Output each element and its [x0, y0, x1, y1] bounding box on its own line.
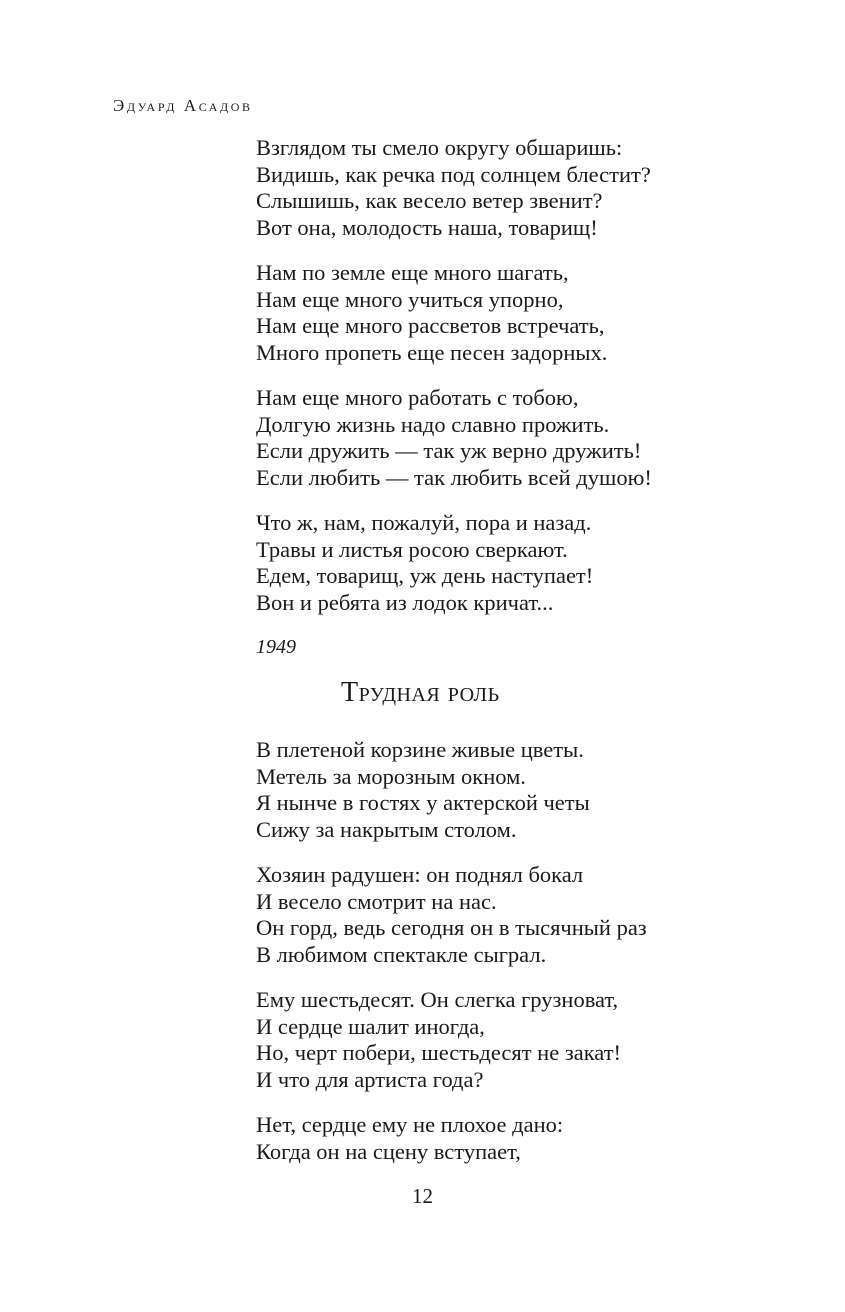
poem-line: Много пропеть еще песен задорных.	[256, 339, 608, 365]
stanza	[256, 1112, 816, 1165]
poem-line: И сердце шалит иногда,	[256, 1013, 485, 1039]
poem-line: И весело смотрит на нас.	[256, 888, 497, 914]
poem-line: Если любить — так любить всей душою!	[256, 464, 652, 490]
poem-line: Хозяин радушен: он поднял бокал	[256, 862, 584, 887]
poem-line: Слышишь, как весело ветер звенит?	[256, 188, 603, 213]
poem-line: Вон и ребята из лодок кричат...	[256, 589, 554, 615]
poem-year: 1949	[256, 636, 296, 658]
poem-title: Трудная роль	[341, 677, 500, 708]
poem-line: Взглядом ты смело округу обшаришь:	[256, 135, 623, 160]
poem-line: Нет, сердце ему не плохое дано:	[256, 1112, 564, 1137]
running-head-author: Эдуард Асадов	[113, 96, 253, 115]
poem-line: В любимом спектакле сыграл.	[256, 941, 547, 967]
stanza	[256, 987, 816, 1093]
poem-line: В плетеной корзине живые цветы.	[256, 737, 584, 762]
poem-line: Травы и листья росою сверкают.	[256, 536, 568, 562]
text-block	[256, 135, 816, 1184]
poem-line: Едем, товарищ, уж день наступает!	[256, 563, 594, 588]
poem-line: Он горд, ведь сегодня он в тысячный раз	[256, 915, 647, 940]
poem-line: Но, черт побери, шестьдесят не закат!	[256, 1040, 622, 1065]
stanza	[256, 260, 816, 366]
poem-line: Метель за морозным окном.	[256, 763, 526, 789]
page-number: 12	[412, 1184, 433, 1208]
poem-line: Нам по земле еще много шагать,	[256, 260, 569, 285]
poem-line: Что ж, нам, пожалуй, пора и назад.	[256, 510, 592, 535]
poem-line: Видишь, как речка под солнцем блестит?	[256, 161, 651, 187]
poem-line: Когда он на сцену вступает,	[256, 1138, 521, 1164]
poem-line: Если дружить — так уж верно дружить!	[256, 438, 642, 463]
poem-line: Нам еще много работать с тобою,	[256, 385, 579, 410]
poem-line: Нам еще много учиться упорно,	[256, 286, 564, 312]
poem-line: Долгую жизнь надо славно прожить.	[256, 411, 610, 437]
stanza	[256, 135, 816, 241]
stanza	[256, 510, 816, 616]
stanza	[256, 385, 816, 491]
poem-1	[256, 135, 816, 659]
poem-2	[256, 737, 816, 1165]
stanza	[256, 862, 816, 968]
poem-line: Я нынче в гостях у актерской четы	[256, 790, 590, 815]
stanza	[256, 737, 816, 843]
poem-line: Вот она, молодость наша, товарищ!	[256, 214, 598, 240]
poem-line: Ему шестьдесят. Он слегка грузноват,	[256, 987, 619, 1012]
poem-line: И что для артиста года?	[256, 1066, 484, 1092]
poem-line: Сижу за накрытым столом.	[256, 816, 517, 842]
poem-line: Нам еще много рассветов встречать,	[256, 313, 605, 338]
